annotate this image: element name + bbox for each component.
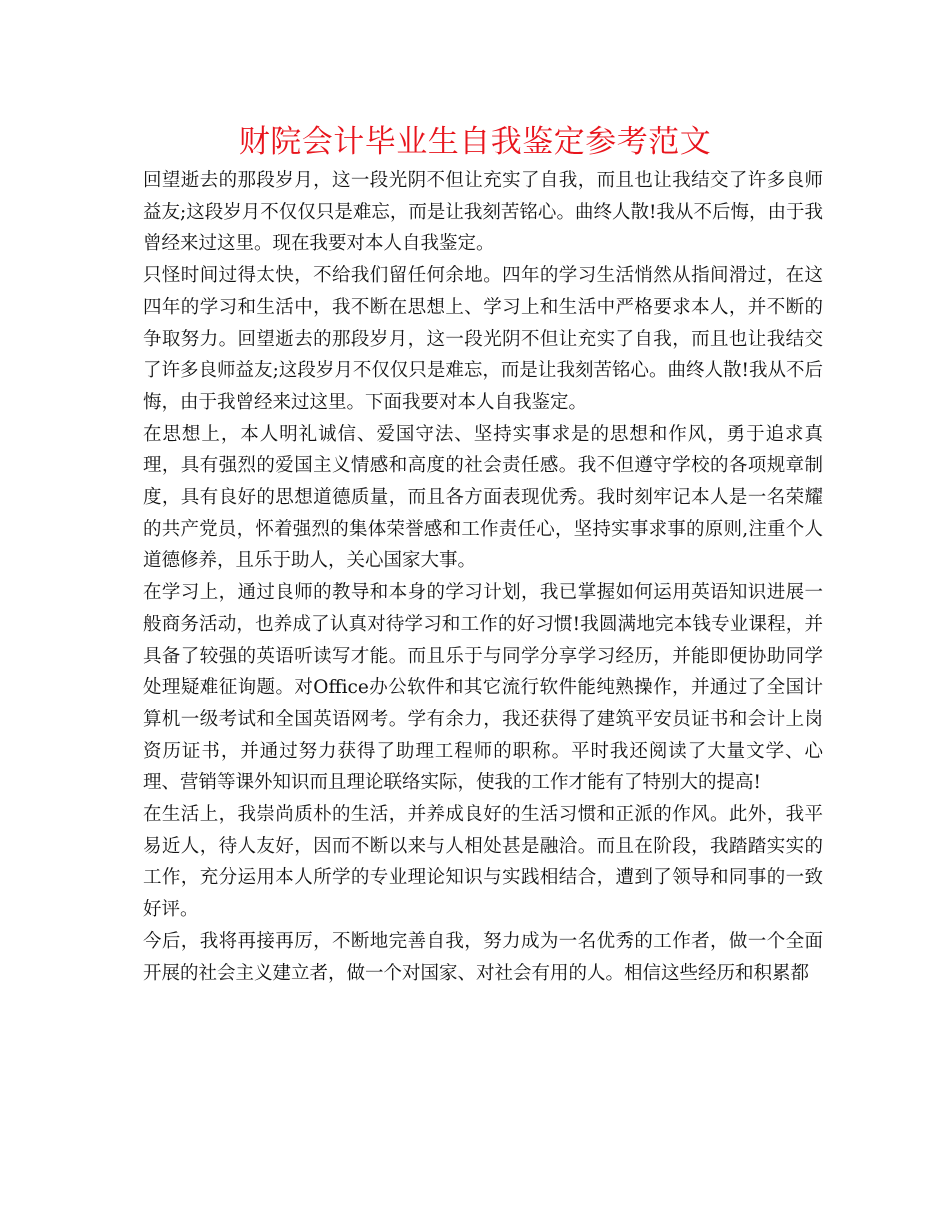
paragraph-reflection: 回望逝去的那段岁月，这一段光阴不但让充实了自我，而且也让我结交了许多良师益友;这段岁月不仅仅只是难忘，而是让我刻苦铭心。曲终人散!我从不后悔，由于我曾经来过这里。现在我要对本人自我鉴定。	[143, 170, 823, 255]
paragraph-study: 在学习上，通过良师的教导和本身的学习计划，我已掌握如何运用英语知识进展一般商务活动，也养成了认真对待学习和工作的好习惯!我圆满地完本钱专业课程，并具备了较强的英语听读写才能。而且乐于与同学分享学习经历，并能即便协助同学处理疑难征询题。对Office办公软件和其它流行软件能纯熟操作，并通过了全国计算机一级考试和全国英语网考。学有余力，我还获得了建筑平安员证书和会计上岗资历证书，并通过努力获得了助理工程师的职称。平时我还阅读了大量文学、心理、营销等课外知识而且理论联络实际，使我的工作才能有了特别大的提高!	[143, 582, 823, 794]
paragraph-future: 今后，我将再接再厉，不断地完善自我，努力成为一名优秀的工作者，做一个全面开展的社会主义建立者，做一个对国家、对社会有用的人。相信这些经历和积累都	[143, 930, 823, 984]
document-body	[143, 165, 823, 989]
paragraph-four-years: 只怪时间过得太快，不给我们留任何余地。四年的学习生活悄然从指间滑过，在这四年的学习和生活中，我不断在思想上、学习上和生活中严格要求本人，并不断的争取努力。回望逝去的那段岁月，这一段光阴不但让充实了自我，而且也让我结交了许多良师益友;这段岁月不仅仅只是难忘，而是让我刻苦铭心。曲终人散!我从不后悔，由于我曾经来过这里。下面我要对本人自我鉴定。	[143, 265, 823, 413]
document-title: 财院会计毕业生自我鉴定参考范文	[238, 124, 712, 160]
paragraph-ideology: 在思想上，本人明礼诚信、爱国守法、坚持实事求是的思想和作风，勇于追求真理，具有强烈的爱国主义情感和高度的社会责任感。我不但遵守学校的各项规章制度，具有良好的思想道德质量，而且各方面表现优秀。我时刻牢记本人是一名荣耀的共产党员，怀着强烈的集体荣誉感和工作责任心，坚持实事求事的原则,注重个人道德修养，且乐于助人，关心国家大事。	[143, 423, 823, 572]
paragraph-life: 在生活上，我崇尚质朴的生活，并养成良好的生活习惯和正派的作风。此外，我平易近人，待人友好，因而不断以来与人相处甚是融洽。而且在阶段，我踏踏实实的工作，充分运用本人所学的专业理论知识与实践相结合，遭到了领导和同事的一致好评。	[143, 804, 823, 921]
